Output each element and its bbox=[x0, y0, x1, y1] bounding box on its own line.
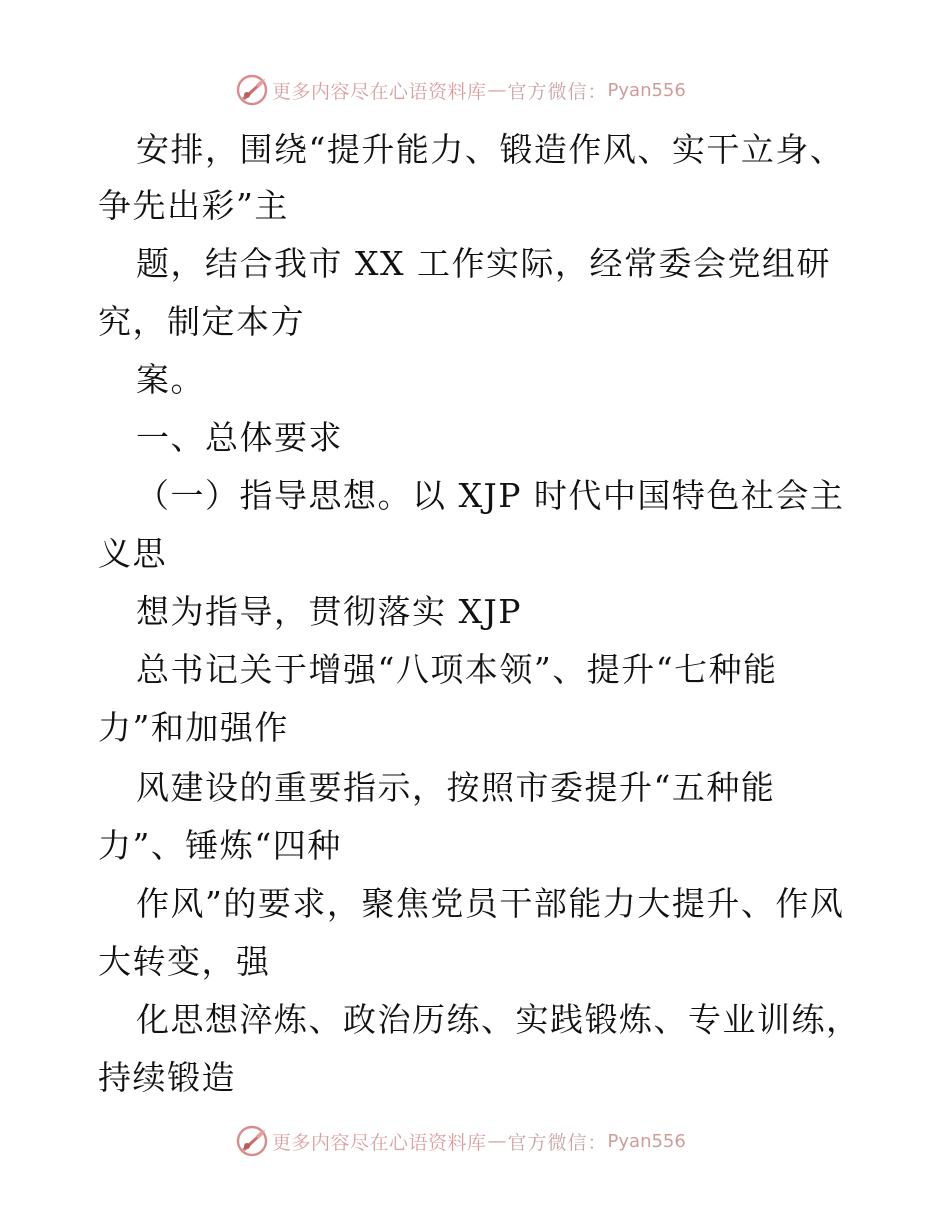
text-line: 大转变，强 bbox=[98, 942, 271, 981]
text-line: 究，制定本方 bbox=[98, 302, 305, 341]
section-heading: 一、总体要求 bbox=[136, 418, 343, 457]
text-line: 持续锻造 bbox=[98, 1058, 236, 1097]
watermark-wechat-id: Pyan556 bbox=[607, 1130, 686, 1152]
text-line: （一）指导思想。以 XJP 时代中国特色社会主 bbox=[136, 476, 845, 515]
watermark-wechat-id: Pyan556 bbox=[607, 79, 686, 101]
watermark-wechat-label: 官方微信： bbox=[507, 80, 608, 103]
quill-logo-icon bbox=[236, 74, 268, 106]
text-line: 力”和加强作 bbox=[98, 708, 289, 747]
text-line: 力”、锤炼“四种 bbox=[98, 826, 342, 865]
watermark-main-text: 更多内容尽在心语资料库 bbox=[272, 1131, 487, 1154]
text-line: 想为指导，贯彻落实 XJP bbox=[136, 592, 522, 631]
text-line: 安排，围绕“提升能力、锻造作风、实干立身、 bbox=[136, 130, 845, 169]
footer-watermark bbox=[236, 1124, 686, 1158]
text-line: 案。 bbox=[136, 360, 205, 399]
watermark-dash: — bbox=[487, 79, 507, 101]
text-line: 题，结合我市 XX 工作实际，经常委会党组研 bbox=[136, 244, 831, 283]
text-line: 化思想淬炼、政治历练、实践锻炼、专业训练， bbox=[136, 1000, 861, 1039]
header-watermark bbox=[236, 73, 686, 107]
watermark-wechat-label: 官方微信： bbox=[507, 1131, 608, 1154]
watermark-main-text: 更多内容尽在心语资料库 bbox=[272, 80, 487, 103]
text-line: 争先出彩”主 bbox=[98, 186, 289, 225]
text-line: 作风”的要求，聚焦党员干部能力大提升、作风 bbox=[136, 884, 845, 923]
text-line: 风建设的重要指示，按照市委提升“五种能 bbox=[136, 768, 776, 807]
watermark-dash: — bbox=[487, 1130, 507, 1152]
text-line: 总书记关于增强“八项本领”、提升“七种能 bbox=[136, 650, 778, 689]
text-line: 义思 bbox=[98, 534, 167, 573]
quill-logo-icon bbox=[236, 1125, 268, 1157]
